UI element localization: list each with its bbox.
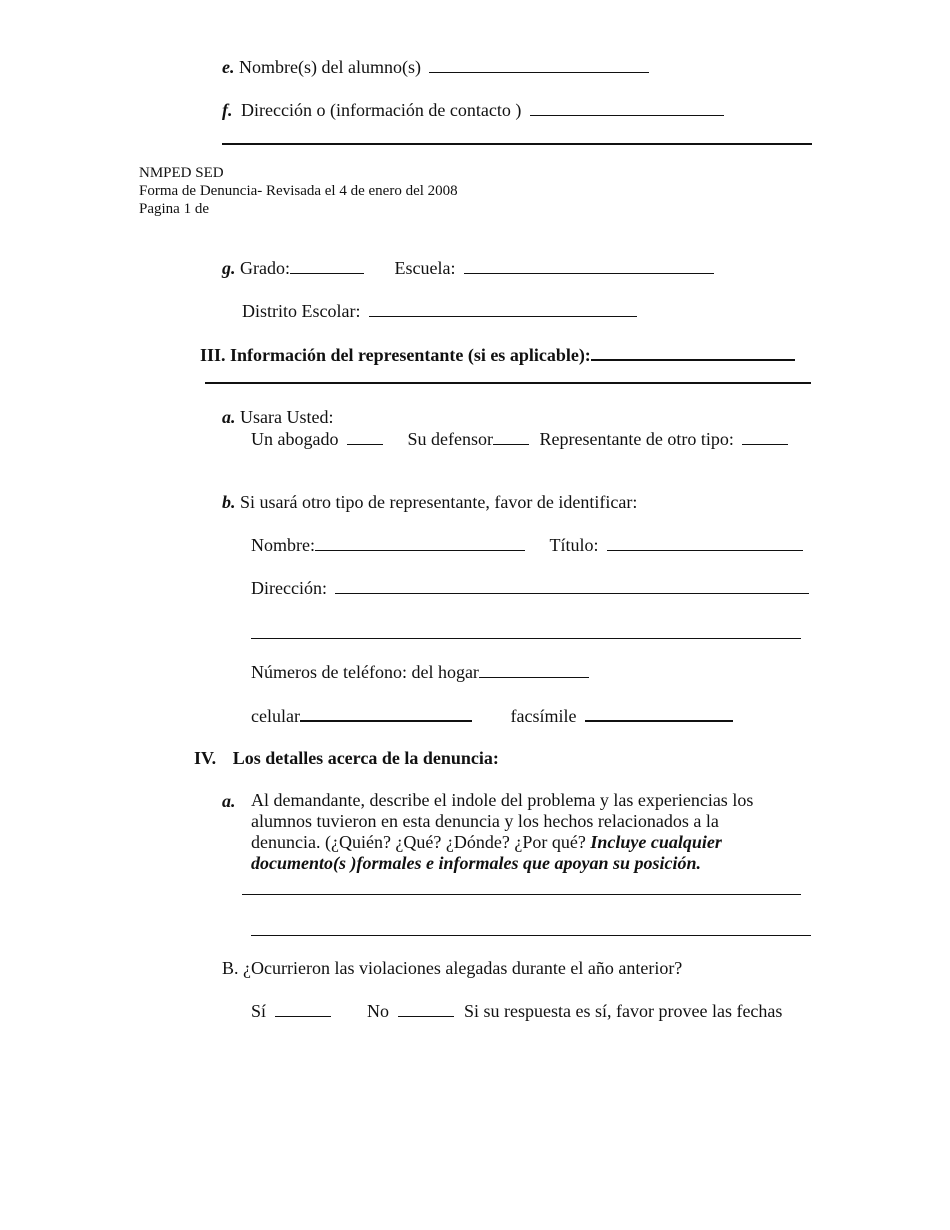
item-letter: f. [222, 100, 233, 120]
home-phone-label: Números de teléfono: del hogar [251, 662, 479, 682]
footer-org: NMPED SED [139, 165, 224, 181]
rep-address-line-2[interactable] [251, 638, 801, 639]
option-lawyer-label: Un abogado [251, 429, 339, 449]
contact-address-label: Dirección o (información de contacto ) [241, 100, 522, 120]
student-names-label: Nombre(s) del alumno(s) [239, 57, 421, 77]
school-input[interactable] [464, 257, 714, 274]
item-letter: e. [222, 57, 235, 77]
field-rep-name-title [251, 534, 803, 556]
field-cell-fax [251, 704, 733, 727]
item-letter: b. [222, 492, 236, 512]
section-3-heading-row [200, 343, 795, 366]
option-advocate-input[interactable] [493, 428, 529, 445]
question-3a-text: Usara Usted: [240, 407, 334, 427]
student-names-input[interactable] [429, 56, 649, 73]
complaint-description-text: Al demandante, describe el indole del problema y las experiencias los alumnos tuvieron en esta denuncia y los hechos relacionados a la denuncia. (¿Quién? ¿Qué? ¿Dónde? ¿Por qué? [251, 790, 754, 852]
item-letter: g. [222, 258, 236, 278]
cell-phone-input[interactable] [300, 704, 472, 722]
no-label: No [367, 1001, 390, 1021]
yes-label: Sí [251, 1001, 267, 1021]
field-contact-address [222, 99, 724, 121]
item-letter: a. [222, 791, 236, 811]
rep-name-input[interactable] [315, 534, 525, 551]
district-input[interactable] [369, 300, 637, 317]
contact-address-input[interactable] [530, 99, 724, 116]
complaint-description-line-1[interactable] [242, 894, 801, 895]
question-4b: B. ¿Ocurrieron las violaciones alegadas durante el año anterior? [222, 958, 683, 978]
section-4-number: IV. [194, 748, 217, 768]
option-advocate-label: Su defensor [407, 429, 493, 449]
rep-title-label: Título: [549, 535, 599, 555]
section-4-heading: Los detalles acerca de la denuncia: [232, 748, 499, 768]
footer-page-number: Pagina 1 de [139, 201, 209, 217]
rep-address-input[interactable] [335, 577, 809, 594]
cell-phone-label: celular [251, 706, 300, 726]
yes-input[interactable] [275, 1000, 331, 1017]
complaint-description-emphasis: Incluye cualquier documento(s )formales e informales que apoyan su posición. [251, 832, 722, 873]
rep-title-input[interactable] [607, 534, 803, 551]
fax-input[interactable] [585, 704, 733, 722]
field-district [242, 300, 637, 322]
no-input[interactable] [398, 1000, 454, 1017]
contact-address-line[interactable] [222, 143, 812, 145]
representative-type-options [251, 428, 788, 450]
field-prior-year [251, 1000, 782, 1022]
option-lawyer-input[interactable] [347, 428, 383, 445]
representative-input[interactable] [591, 343, 795, 361]
field-rep-address [251, 577, 809, 599]
section-3-heading: III. Información del representante (si es aplicable): [200, 345, 591, 365]
field-grade-school [222, 257, 714, 279]
fax-label: facsímile [510, 706, 577, 726]
grade-input[interactable] [290, 257, 364, 274]
district-label: Distrito Escolar: [242, 301, 361, 321]
complaint-description-instructions [251, 790, 791, 874]
grade-label: Grado: [240, 258, 290, 278]
footer-form-revision: Forma de Denuncia- Revisada el 4 de enero del 2008 [139, 183, 458, 199]
section-3-divider [205, 382, 811, 384]
complaint-description-line-2[interactable] [251, 935, 811, 936]
option-other-input[interactable] [742, 428, 788, 445]
school-label: Escuela: [394, 258, 456, 278]
section-4-heading-row [194, 747, 499, 769]
item-letter: a. [222, 407, 236, 427]
rep-address-label: Dirección: [251, 578, 327, 598]
field-student-names [222, 56, 649, 78]
question-3b [222, 491, 637, 513]
home-phone-input[interactable] [479, 661, 589, 678]
rep-name-label: Nombre: [251, 535, 315, 555]
dates-instruction: Si su respuesta es sí, favor provee las fechas [464, 1001, 783, 1021]
field-home-phone [251, 661, 589, 683]
option-other-label: Representante de otro tipo: [539, 429, 734, 449]
question-3a [222, 406, 333, 428]
question-3b-text: Si usará otro tipo de representante, favor de identificar: [240, 492, 638, 512]
